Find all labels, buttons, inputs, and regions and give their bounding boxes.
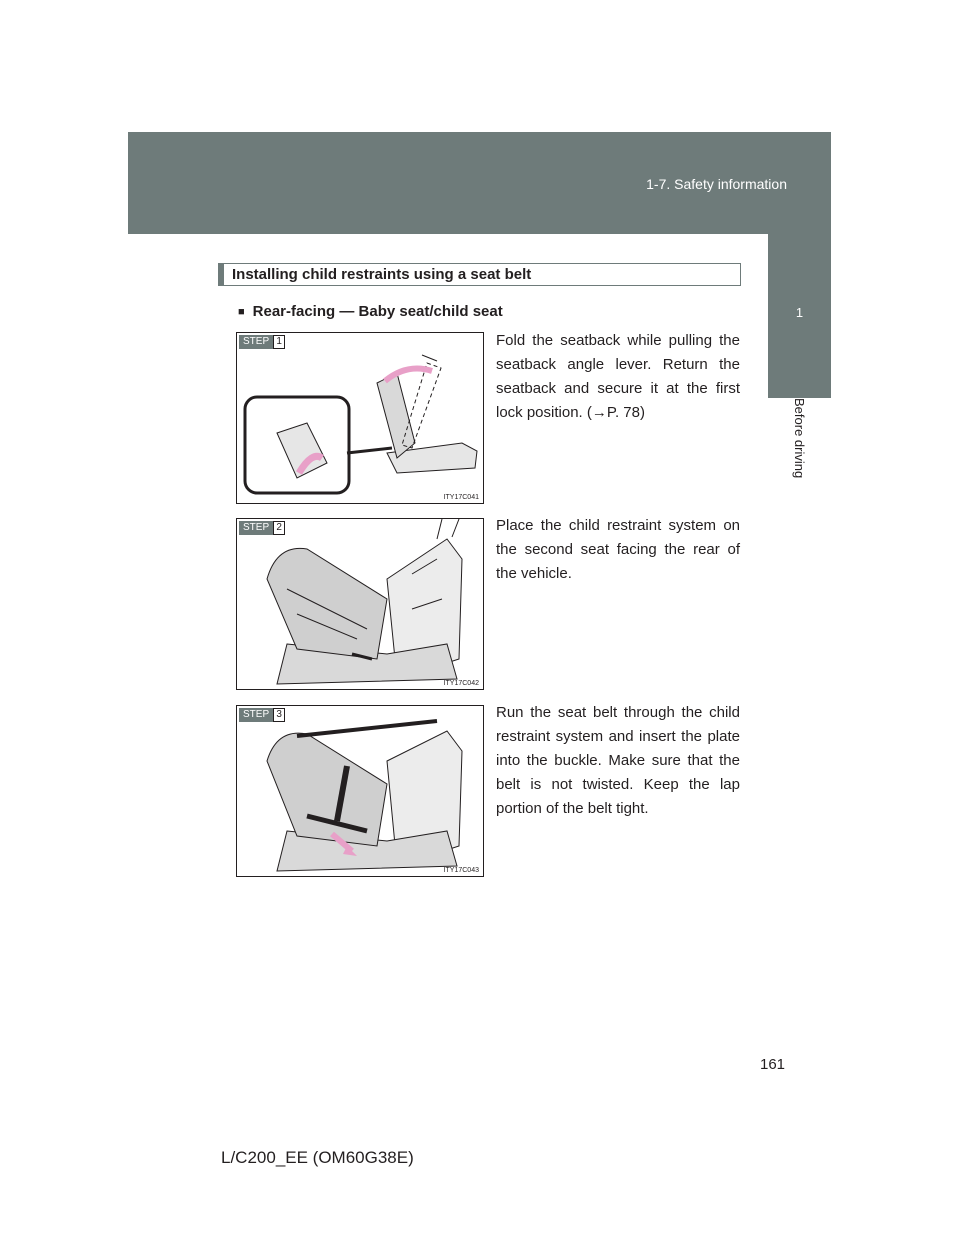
step-3-badge-word: STEP	[239, 708, 273, 722]
chapter-label-container	[768, 398, 831, 508]
step-3-figure	[236, 705, 484, 877]
step-1-figure	[236, 332, 484, 504]
section-title: 1-7. Safety information	[646, 176, 787, 192]
step-2-text: Place the child restraint system on the second seat facing the rear of the vehicle.	[496, 517, 740, 582]
step-1-badge-number: 1	[273, 335, 285, 349]
step-3-badge	[239, 708, 285, 722]
step-2-badge-word: STEP	[239, 521, 273, 535]
chapter-number: 1	[795, 305, 804, 320]
subheading-text: Rear-facing — Baby seat/child seat	[252, 303, 503, 320]
step-3-text: Run the seat belt through the child restraint system and insert the plate into the buckle. Make sure that the belt is not twisted. Keep the lap portion of the belt tight.	[496, 704, 740, 817]
seat-belt-routing-illustration	[237, 706, 485, 878]
header-band	[128, 132, 831, 234]
step-1-badge-word: STEP	[239, 335, 273, 349]
footer-model-code: L/C200_EE (OM60G38E)	[221, 1148, 414, 1167]
chapter-label: Before driving	[792, 398, 807, 479]
step-2-badge	[239, 521, 285, 535]
step-1-text: Fold the seatback while pulling the seatback angle lever. Return the seatback and secure it at the first lock position. (→P. 78)	[496, 332, 740, 421]
step-2-figure-code: ITY17C042	[443, 680, 479, 687]
step-3-badge-number: 3	[273, 708, 285, 722]
step-3-figure-code: ITY17C043	[443, 867, 479, 874]
seatback-fold-illustration	[237, 333, 485, 505]
page-number: 161	[760, 1056, 786, 1073]
section-heading: Installing child restraints using a seat belt	[218, 263, 741, 286]
child-seat-placement-illustration	[237, 519, 485, 691]
step-1-badge	[239, 335, 285, 349]
step-2-figure	[236, 518, 484, 690]
step-2-badge-number: 2	[273, 521, 285, 535]
step-1-figure-code: ITY17C041	[443, 494, 479, 501]
chapter-tab	[768, 234, 831, 398]
bullet-icon: ■	[238, 306, 245, 318]
subheading	[238, 303, 503, 320]
